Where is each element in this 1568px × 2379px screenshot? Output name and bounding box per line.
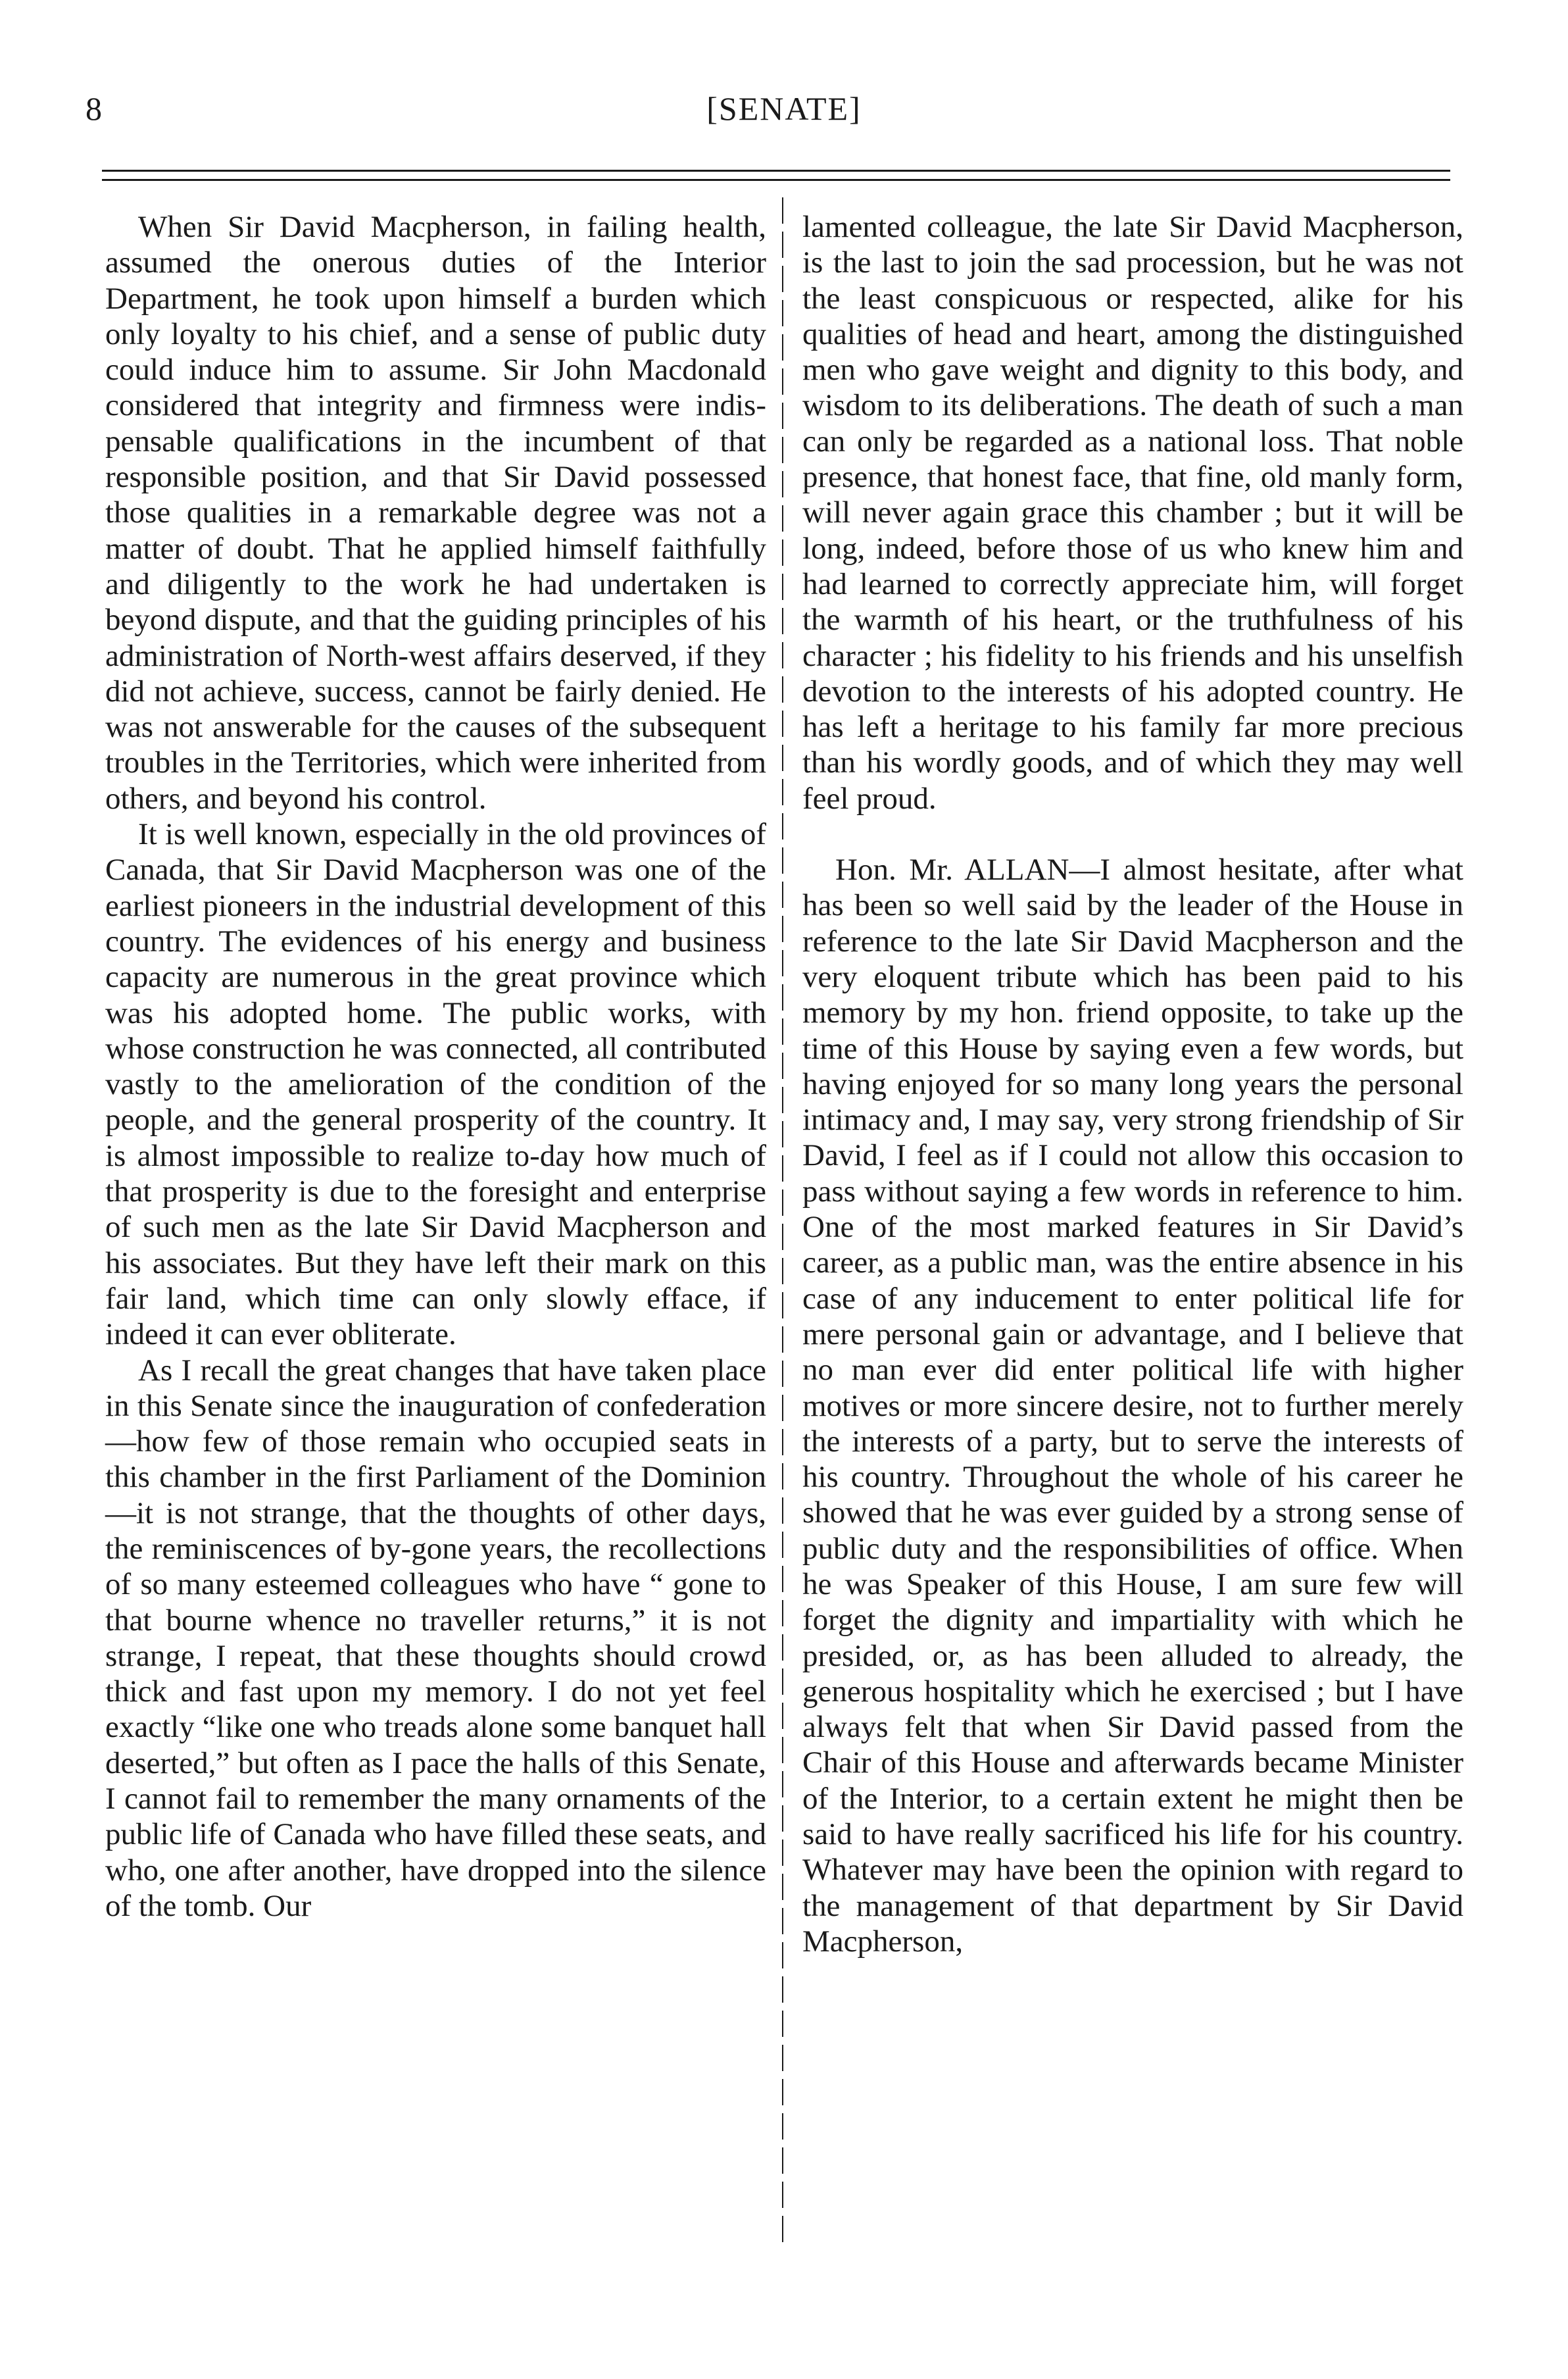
paragraph: As I recall the great changes that have taken place in this Senate since the inauguration of confederation—how few of those remain who occupied seats in this chamber in the first Parliament of the Dominion—it is not strange, that the thoughts of other days, the reminiscences of by-gone years, the recollections of so many esteemed colleagues who have “ gone to that bourne whence no traveller returns,” it is not strange, I repeat, that these thoughts should crowd thick and fast upon my memory. I do not yet feel exactly “like one who treads alone some banquet hall deserted,” but often as I pace the halls of this Senate, I cannot fail to remember the many ornaments of the public life of Canada who have filled these seats, and who, one after another, have dropped into the silence of the tomb. Our bbox=[105, 1353, 766, 1923]
header-rule-bottom bbox=[102, 179, 1450, 181]
right-column bbox=[802, 209, 1463, 1959]
running-head: [SENATE] bbox=[706, 90, 862, 127]
paragraph: lamented colleague, the late Sir David Macpherson, is the last to join the sad procession, but he was not the least conspicuous or respected, alike for his qualities of head and heart, among the distinguished men who gave weight and dignity to this body, and wisdom to its deliberations. The death of such a man can only be regarded as a national loss. That noble presence, that honest face, that fine, old manly form, will never again grace this chamber ; but it will be long, indeed, before those of us who knew him and had learned to correctly appreciate him, will forget the warmth of his heart, or the truthfulness of his character ; his fidelity to his friends and his unselfish devotion to the interests of his adopted country. He has left a heritage to his family far more precious than his wordly goods, and of which they may well feel proud. bbox=[802, 210, 1463, 816]
header-rule-top bbox=[102, 170, 1450, 172]
paragraph: It is well known, especially in the old provinces of Canada, that Sir David Macpherson was one of the earliest pioneers in the industrial development of this country. The evidences of his energy and business capacity are numerous in the great province which was his adopted home. The public works, with whose construction he was connected, all contributed vastly to the amelioration of the condition of the people, and the general prosperity of the country. It is almost impossible to realize to-day how much of that prosperity is due to the foresight and enterprise of such men as the late Sir David Macpherson and his associates. But they have left their mark on this fair land, which time can only slowly efface, if indeed it can ever obliterate. bbox=[105, 817, 766, 1352]
speaker-paragraph: Hon. Mr. ALLAN—I almost hesitate, after what has been so well said by the leader of the House in reference to the late Sir David Macpherson and the very eloquent tribute which has been paid to his memory by my hon. friend opposite, to take up the time of this House by saying even a few words, but having enjoyed for so many long years the personal intimacy and, I may say, very strong friendship of Sir David, I feel as if I could not allow this occasion to pass without saying a few words in reference to him. One of the most marked features in Sir David’s career, as a public man, was the entire absence in his case of any inducement to enter political life for mere personal gain or advantage, and I believe that no man ever did enter political life with higher motives or more sincere desire, not to further merely the interests of a party, but to serve the interests of his country. Throughout the whole of his career he showed that he was ever guided by a strong sense of public duty and the responsibilities of office. When he was Speaker of this House, I am sure few will forget the dignity and impartiality with which he presided, or, as has been alluded to already, the generous hospitality which he exercised ; but I have always felt that when Sir David passed from the Chair of this House and afterwards became Minister of the Interior, to a certain extent he might then be said to have really sacrificed his life for his country. Whatever may have been the opinion with regard to the management of that department by Sir David Macpherson, bbox=[802, 853, 1463, 1959]
left-column bbox=[105, 209, 766, 1924]
page-number: 8 bbox=[86, 90, 102, 127]
column-divider bbox=[782, 197, 783, 2250]
paragraph: When Sir David Macpherson, in failing health, assumed the onerous duties of the Interior Department, he took upon himself a burden which only loyalty to his chief, and a sense of public duty could induce him to assume. Sir John Macdonald considered that integrity and firmness were indispensable qualifications in the incumbent of that responsible position, and that Sir David possessed those qualities in a remarkable degree was not a matter of doubt. That he applied himself faithfully and diligently to the work he had undertaken is beyond dispute, and that the guiding principles of his administration of North-west affairs deserved, if they did not achieve, success, cannot be fairly denied. He was not answerable for the causes of the subsequent troubles in the Territories, which were inherited from others, and beyond his control. bbox=[105, 210, 766, 816]
